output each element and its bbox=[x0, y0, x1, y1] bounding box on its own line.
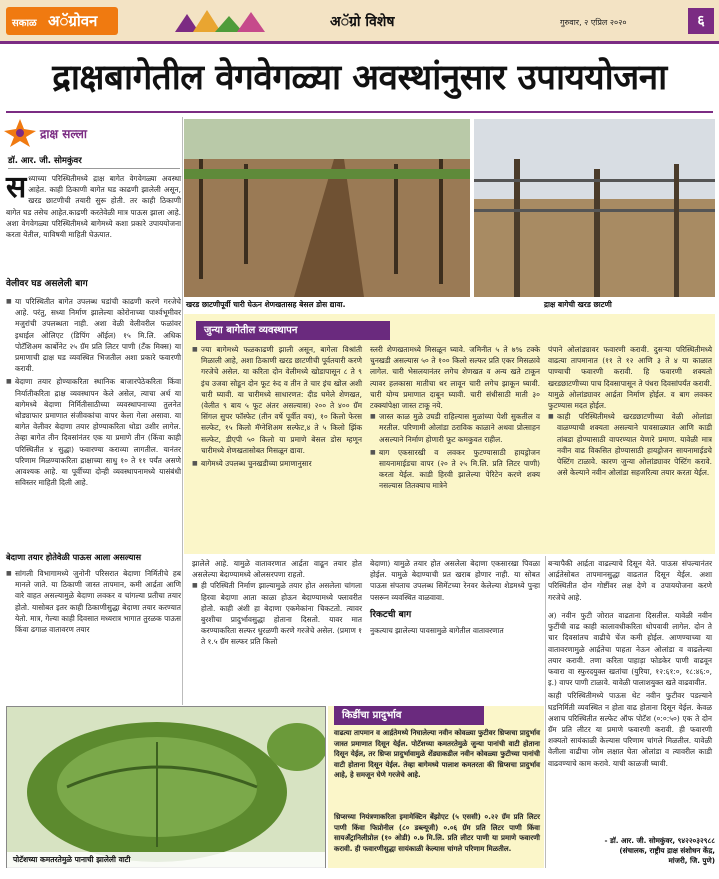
right-para-2: काही परिस्थितीमध्ये पाऊस थेट नवीन फुटीवर पडल्याने घडनिर्मिती व्यवस्थित न होता वाढ होताना दिसून येईल. केवळ अशाच परिस्थितीत सल्फेट ऑफ पोटॅश (०:०:५०) एक ते दोन ग्रॅम प्रति लीटर या प्रमाणे फवारणी करावी. ही फवारणी शक्यतो सायंकाळी केल्यास परिणाम चांगले मिळतील. यावेळी वेलीला वाढीचा जोम लक्षात घेता ओलांडा व त्यावरील काडी वाढवण्याचे काम करावे. याची काळजी घ्यावी. bbox=[548, 691, 712, 768]
brand-logo[interactable] bbox=[6, 7, 118, 35]
middle-col2 bbox=[192, 558, 362, 650]
young-section-title: जुन्या बागेतील व्यवस्थापन bbox=[204, 325, 298, 336]
drop-cap: स bbox=[6, 170, 27, 205]
photo-pruned-vineyard bbox=[474, 119, 715, 297]
subhead-raisin-rain: बेदाणा तयार होतेवेळी पाऊस आला असल्यास bbox=[6, 552, 142, 562]
kida-para-2: थ्रिप्सच्या नियंत्रणाकरिता इमामेक्टिन बेंझोएट (५ एससी) ०.२२ ग्रॅम प्रति लिटर पाणी किंवा फिप्रोनील (८० डब्ल्यूजी) ०.०६ ग्रॅम प्रति लिटर पाणी किंवा सायअँट्रानिलीप्रोल (१० ओडी) ०.७ मि.लि. प्रति लीटर पाणी या प्रमाणे फवारणी करावी. ही फवारणीसुद्धा सायंकाळी केल्यास चांगले परिणाम मिळतील. bbox=[334, 813, 540, 853]
middle-col3 bbox=[370, 558, 540, 636]
young-col3-para: स्लरी शेणखतामध्ये मिसळून घ्यावे. जमिनीत ५ ते ७% टक्के चुनखडी असल्यास ५० ते १०० किलो सल्फर प्रति एकर मिसळावे लागेल. चारी भेसलयानंतर लगेच शेणखत व अन्य खते टाकून त्यावर हलकासा मातीचा थर लावून चारी लगेच झाकून घ्यावी. चारी योग्य प्रमाणात दाबून घ्यावी. चारी संधीसाठी माती ३० टक्क्यांपेक्षा जास्त टाकू नये. bbox=[370, 345, 540, 411]
signature-block bbox=[560, 836, 715, 866]
photo-caption-right: द्राक्ष बागेची खरड छाटणी bbox=[544, 300, 612, 309]
brand-small-text: सकाळ bbox=[12, 18, 37, 29]
page-number: ६ bbox=[688, 8, 714, 34]
young-col4-para: पंपाने ओलांड्यावर फवारणी करावी. दुसऱ्या परिस्थितीमध्ये वाढत्या तापमानात (११ ते १२ आणि ३ ते ४ या काळात पाण्याची फवारणी करावी. हि फवारणी शक्यतो खरडछाटणीच्या पाच दिवसापासून ते पंधरा दिवसांपर्यंत करावी. यामुळे ओलांड्यावर आर्द्रता निर्माण होईल. व बाग लवकर फुटण्यास मदत होईल. bbox=[548, 345, 712, 411]
kida-box bbox=[328, 706, 544, 868]
list-item: ■ बेदाणा तयार होण्याकरिता स्थानिक बाजारपेठेकरिता किंवा निर्यातीकरिता द्राक्ष व्यवस्थापन केले असेल, त्याचा अर्थ या बागेमध्ये बेदाणा निर्मितीसाठीच्या व्यवस्थापनाच्या तुलनेत थोड्याफार प्रमाणात संजीवकांचा वापर केला गेला असावा. या बागेत वेलीवर बेदाणा तयार होण्याकरिता थोडा उशीर लागेल. तेव्हा बागेत तीन दिवसांनंतर एक या प्रमाणे तीन (किंवा काही परिस्थितीत ४ सुद्धा) फवारण्या कराव्या लागतील. यानंतर परिणाम मिळण्याकरिता द्राक्षाच्या साधु १० ते ११ पर्यंत असणे आवश्यक आहे. या पूर्वीच्या दोन्ही व्यवस्थापनामध्ये यासंबंधी सविस्तर माहिती दिली आहे. bbox=[6, 376, 181, 488]
column-label-box bbox=[4, 117, 179, 149]
leaf-caption-bar bbox=[7, 852, 325, 868]
photo-vineyard-trench bbox=[184, 119, 470, 297]
intro-paragraph: ध्याच्या परिस्थितीमध्ये द्राक्ष बागेत वेगवेगळ्या अवस्था आहेत. काही ठिकाणी बागेत घड काढणी झालेली असून, खरड छाटणीची तयारी सुरू होती. तर काही ठिकाणी बागेत घड तसेच आहेत.काढणी करतेवेळी मात्र पाऊस झाला आहे. अशा वेगवेगळ्या परिस्थितीमध्ये बागेमध्ये कशा प्रकारे उपाययोजना करता येतील, याविषयी माहिती घेऊयात. bbox=[6, 174, 181, 240]
signature-location: मांजरी, जि. पुणे) bbox=[668, 856, 715, 865]
middle-col3-tail: नुकत्याच झालेल्या पावसामुळे बागेतील वातावरणात bbox=[370, 625, 504, 635]
list-item: ■ या परिस्थितीत बागेत उपलब्ध घडांची काढणी करणे गरजेचे आहे. परंतु, सध्या निर्माण झालेल्या कोरोनाच्या पार्श्वभूमीवर मजुरांची उपलब्धता नाही. अशा वेळी वेलीवरील फळांवर इथाईल ओलिएट (डिपिंग ऑईल) १५ मि.लि. अधिक पोटॅशिअम कार्बोनेट २५ ग्रॅम प्रति लिटर पाणी (टँक मिक्स) या प्रमाणाची द्राक्ष घड व्यवस्थित भिजतील अशा प्रकारे फवारणी करावी. bbox=[6, 296, 181, 374]
list-item: ■ बागेमध्ये उपलब्ध चुनखडीच्या प्रमाणानुसार bbox=[192, 458, 362, 469]
kida-title: किडींचा प्रादुर्भाव bbox=[342, 710, 402, 721]
middle-col4-para: बऱ्यापैकी आर्द्रता वाढल्याचे दिसून येते. पाऊस संपल्यानंतर आर्द्रतेसोबत तापमानसुद्धा वाढतात दिसून येईल. अशा परिस्थितीत दोन गोष्टींवर लक्ष देणे व उपाययोजना करणे गरजेचे आहे. bbox=[548, 559, 712, 602]
column-rule bbox=[545, 556, 546, 868]
signature-name: - डॉ. आर. जी. सोमकुंवर, ९४२२०३२९८८ bbox=[604, 836, 715, 845]
issue-date: गुरुवार, २ एप्रिल २०२० bbox=[560, 18, 627, 27]
young-col4 bbox=[548, 344, 712, 480]
brand-big-text: अॅग्रोवन bbox=[48, 12, 98, 30]
column-rule bbox=[182, 117, 183, 705]
middle-col2-para: झालेले आहे. यामुळे वातावरणात आर्द्रता वाढून तयार होत असलेल्या बेदाण्यामध्ये ओलसरपणा राहतो. bbox=[192, 559, 362, 580]
kida-title-tab bbox=[334, 706, 484, 725]
author-byline: डॉ. आर. जी. सोमकुंवर bbox=[8, 156, 82, 166]
list-item: ■ काही परिस्थितीमध्ये खरडछाटणीच्या वेळी ओलांडा वाळण्याची शक्यता असल्याने पावसाळ्यात आणि काडी तांबडा होण्यासाठी वापरण्यात येणारे प्रमाण. यावेळी मात्र नवीन वाढ विकसित होण्यासाठी हायड्रोजन सायनामाईडचे पेस्टिंग टाळावे. कारण जुन्या ओलांड्यावर पेस्टिंग करावे. असे केल्याने नवीन ओलांडा सहजरित्या तयार करता येईल. bbox=[548, 411, 712, 478]
column-label: द्राक्ष सल्ला bbox=[40, 127, 88, 141]
right-para-1: अ) नवीन फुटी जोरात वाढताना दिसतील. यावेळी नवीन फुटींची वाढ काही कालावधीकरिता थोपवावी लागेल. दोन ते चार दिवसांतच वाढीचे चेंज कमी होईल. आणण्याच्या या वातावरणामुळे आर्द्रतेचा पाहता नेऊन ओलांडा व वाढलेल्या तयार करावी. तणा करिता पाहाड़ा फोडकेर पाणी वाढवून फवारा वा स्फुरदयुक्त खतांचा (युरिया, १२:६१:०, १८:४६:०, इ.) वापर पाणी टाळावे. यावेळी पालाशयुक्त खते वाढवावीत. bbox=[548, 611, 712, 688]
headline-rule bbox=[6, 111, 713, 113]
col1-list-2 bbox=[6, 568, 181, 637]
signature-affiliation: (संचालक, राष्ट्रीय द्राक्ष संशोधन केंद्र, bbox=[619, 846, 715, 855]
list-item: ■ ज्या बागेमध्ये फळकाढणी झाली असून, बागेला विश्रांती मिळाली आहे, अशा ठिकाणी खरड छाटणीची पूर्वतयारी करणे गरजेचे असेल. या करिता दोन वेलीमध्ये खोडापासून ८ ते ९ इंच उजवा सोडून दोन फूट रुंद व तीन ते चार इंच खोल अशी चारी घ्यावी. या चारीमध्ये साधारणत: दीड घमेले शेणखत, (वेलीत ९ बाय ५ फूट अंतर असल्यास) २०० ते ४०० ग्रॅम सिंगल सुपर फॉस्फेट (तीन वर्षे पूर्वीत वय), १० किलो फेरस सल्फेट, १५ किलो मॅग्नेशिअम सल्फेट,४ ते ५ किलो झिंक सल्फेट, डीएपी ५० किलो या प्रमाणे बेसल डोस म्हणून चारीमध्ये शेणखतासोबत मिसळून द्यावा. bbox=[192, 344, 362, 456]
list-item: ■ सांगली विभागामध्ये जुनोनी परिसरात बेदाणा निर्मितीचे हब मानले जाते. या ठिकाणी जास्त तापमान, कमी आर्द्रता आणि वारे वाहत असल्यामुळे बेदाणा लवकर व चांगल्या प्रतीचा तयार होतो. यासोबत इतर काही ठिकाणीसुद्धा बेदाणा तयार करण्यात येतो. मात्र, गेल्या काही दिवसात मध्यरात्र भागात तुरळक पाऊस किंवा ढगाळ वातावरण तयार bbox=[6, 568, 181, 635]
list-item: ■ ही परिस्थिती निर्माण झाल्यामुळे तयार होत असलेला चांगला हिरवा बेदाणा आता काळा होऊन बेदाण्यामध्ये फ्लावरीत होतो. काही अंशी हा बेदाणा एकमेकांना चिकटतो. त्यावर बुरशीचा प्रादुर्भावसुद्धा होताना दिसतो. यावर मात करण्याकरिता सल्फर धुरळणी करणे गरजेचे असेल. (प्रमाण १ ते १.५ ग्रॅम सल्फर प्रति किलो bbox=[192, 580, 362, 647]
column-1 bbox=[6, 170, 181, 240]
subhead-vine-bunches: वेलीवर घड असलेली बाग bbox=[6, 279, 88, 289]
headline: द्राक्षबागेतील वेगवेगळ्या अवस्थांनुसार उपाययोजना bbox=[52, 58, 667, 98]
list-item: ■ जास्त काळ मुळे उघडी राहिल्यास मुळांच्या पेशी सुकतील व मरतील. परिणामी ओलांडा ठराविक काळाने अथवा प्रोत्साहन असल्याने निर्माण होणारी फूट कमकुवत राहील. bbox=[370, 411, 540, 445]
young-col3 bbox=[370, 344, 540, 494]
right-col-lower bbox=[548, 610, 712, 769]
young-section-tab bbox=[196, 321, 390, 340]
col1-list bbox=[6, 296, 181, 490]
young-col2 bbox=[192, 344, 362, 471]
leaf-caption: पोटॅशच्या कमतरतेमुळे पानाची झालेली वाटी bbox=[13, 855, 131, 864]
photo-leaf-cupping bbox=[6, 706, 326, 868]
masthead bbox=[0, 0, 719, 44]
kida-para-1: वाढत्या तापमान व आर्द्रतेमध्ये निघालेल्या नवीन कोवळ्या फुटीवर थ्रिप्सचा प्रादुर्भाव जास्त प्रमाणात दिसून येईल. पोटॅशच्या कमतरतेमुळे जुन्या पानांची वाटी होताना दिसून येईल, तर थ्रिप्स प्रादुर्भावामुळे शेंड्याकडील नवीन कोवळ्या फुटीच्या पानांची वाटी होताना दिसून येईल. तेव्हा बागेमध्ये पालाश कमतरता की थ्रिप्सचा प्रादुर्भाव आहे, हे समजून घेणे गरजेचे आहे. bbox=[334, 729, 540, 780]
flower-icon bbox=[4, 119, 36, 147]
photo-caption-left: खरड छाटणीपूर्वी चारी घेऊन शेणखतासह बेसल डोस द्यावा. bbox=[186, 300, 346, 309]
masthead-decoration bbox=[175, 10, 270, 32]
subhead-rikat: रिकटची बाग bbox=[370, 609, 412, 620]
section-title: अॅग्रो विशेष bbox=[330, 14, 395, 30]
middle-col4 bbox=[548, 558, 712, 603]
middle-col3-para: बेदाणा) यामुळे तयार होत असलेला बेदाणा एकसारखा पिवळा होईल. यामुळे बेदाण्याची प्रत खराब होणार नाही. या सोबत पाऊस संपताच उपलब्ध सिमेंटच्या रेनवर केलेल्या शेडमध्ये पुन्हा पसरून व्यवस्थित वाळवावा. bbox=[370, 559, 540, 602]
author-rule bbox=[8, 168, 180, 169]
list-item: ■ बाग एकसारखी व लवकर फुटण्यासाठी हायड्रोजन सायनामाईडचा वापर (२० ते २५ मि.लि. प्रति लिटर पाणी) करता येईल. काडी हिरवी झालेल्या पेरिटेन करणे शक्य नसल्यास तितक्याच मात्रेने bbox=[370, 447, 540, 492]
